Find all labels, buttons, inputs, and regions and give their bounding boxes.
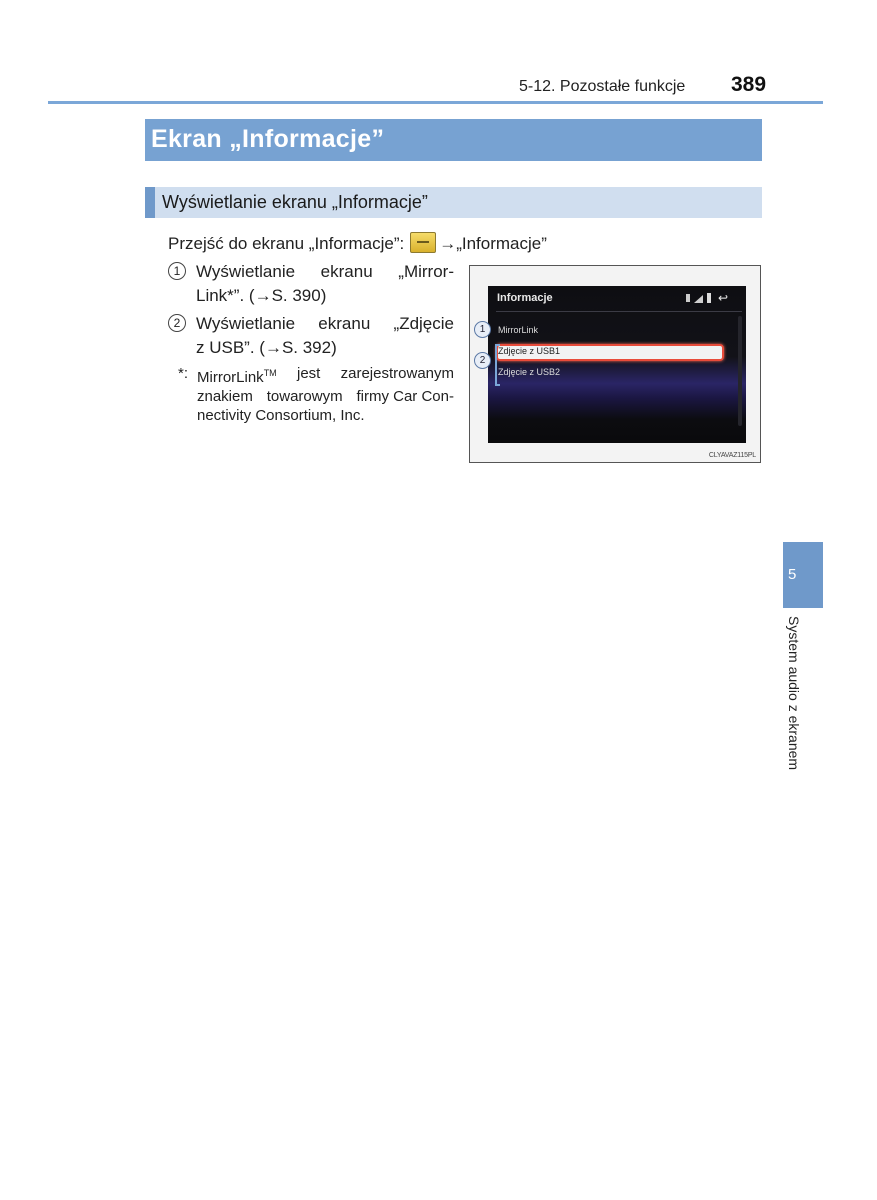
battery-icon <box>707 293 711 303</box>
footnote-marker: *: <box>178 365 189 382</box>
menu-item-usb2-photo[interactable]: Zdjęcie z USB2 <box>498 367 561 377</box>
item-word: ekranu <box>320 262 373 281</box>
title-bar <box>145 119 762 161</box>
footnote-word: towarowym <box>266 388 343 405</box>
footnote-word: firmy Car Con- <box>356 388 454 405</box>
menu-item-mirrorlink[interactable]: MirrorLink <box>498 325 539 335</box>
item-word: Wyświetlanie <box>196 262 296 281</box>
chapter-tab <box>783 542 823 608</box>
subtitle-text: Wyświetlanie ekranu „Informacje” <box>162 192 428 212</box>
intro-after: →„Informacje” <box>439 234 547 253</box>
list-item <box>168 260 454 308</box>
footnote-word: zarejestrowanym <box>340 365 454 382</box>
item-number: 1 <box>168 262 186 280</box>
callout-marker: 2 <box>474 352 491 369</box>
intro-before: Przejść do ekranu „Informacje”: <box>168 234 405 253</box>
list-item <box>168 312 454 360</box>
screen-divider <box>496 311 742 312</box>
header-section: 5-12. Pozostałe funkcje <box>519 78 686 95</box>
page-title: Ekran „Informacje” <box>151 125 385 153</box>
item-number: 2 <box>168 314 186 332</box>
menu-button-icon <box>410 232 436 253</box>
menu-item-usb1-photo[interactable]: Zdjęcie z USB1 <box>498 346 561 356</box>
footnote <box>178 364 454 425</box>
screen-title: Informacje <box>497 292 553 304</box>
item-word: „Zdjęcie <box>393 314 454 333</box>
device-screen <box>488 286 746 443</box>
subtitle-bar <box>145 187 762 218</box>
figure-code: CLYAVAZ115PL <box>708 452 756 459</box>
item-word: Wyświetlanie <box>196 314 296 333</box>
item-line: z USB”. (→S. 392) <box>196 338 337 357</box>
scrollbar[interactable] <box>738 316 742 426</box>
intro-line <box>168 232 547 254</box>
bluetooth-icon <box>686 294 690 302</box>
header-divider <box>48 101 823 104</box>
item-word: „Mirror- <box>398 262 454 281</box>
footnote-word: MirrorLink™ <box>197 368 277 386</box>
chapter-label: System audio z ekranem <box>786 616 802 771</box>
item-word: ekranu <box>318 314 371 333</box>
status-bar <box>680 292 740 304</box>
footnote-word: znakiem <box>197 388 253 405</box>
item-line: Link*”. (→S. 390) <box>196 286 327 305</box>
callout-marker: 1 <box>474 321 491 338</box>
screen-figure <box>469 265 761 463</box>
footnote-word: jest <box>296 365 321 382</box>
trademark-mark: TM <box>263 368 277 378</box>
signal-icon <box>694 295 703 303</box>
footnote-line: nectivity Consortium, Inc. <box>197 407 365 424</box>
back-arrow-icon[interactable]: ↩ <box>718 291 729 305</box>
chapter-number: 5 <box>788 566 797 583</box>
page-number: 389 <box>731 73 767 96</box>
subtitle-accent <box>145 187 155 218</box>
